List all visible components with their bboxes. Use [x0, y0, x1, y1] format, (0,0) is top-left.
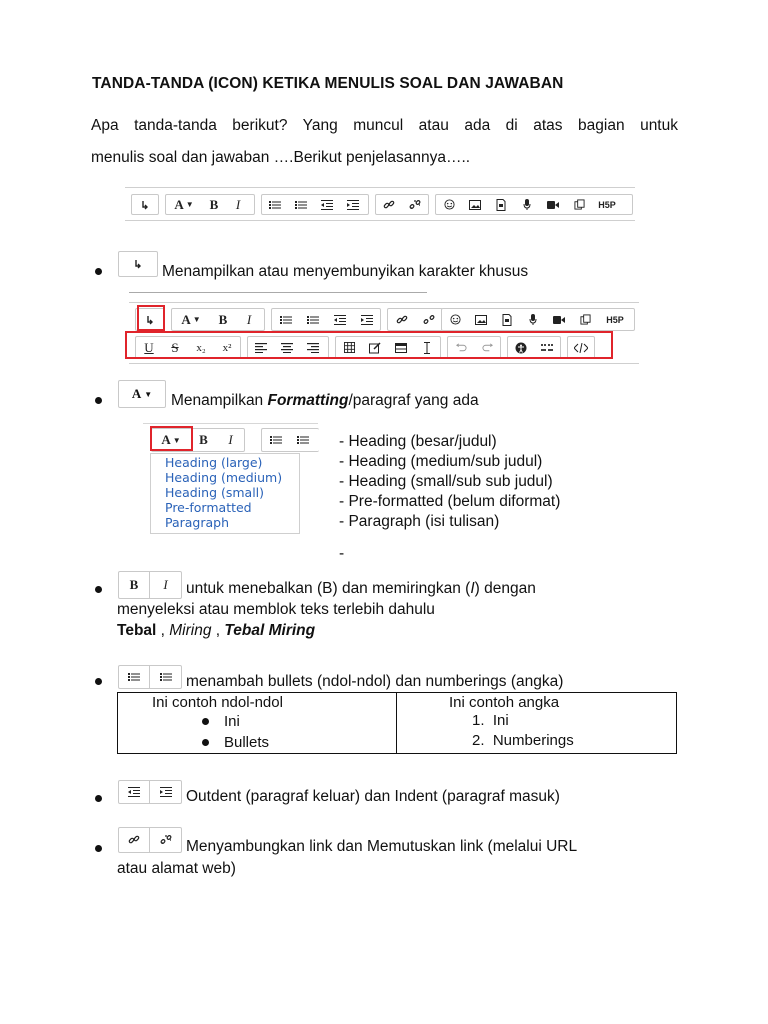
- media-icon[interactable]: [494, 309, 520, 330]
- indent-icon[interactable]: [340, 195, 366, 214]
- image-icon[interactable]: [468, 309, 494, 330]
- numbered-list-icon[interactable]: [299, 309, 326, 330]
- bullet-dot: [202, 718, 209, 725]
- page-title: TANDA-TANDA (ICON) KETIKA MENULIS SOAL DAN JAWABAN: [92, 75, 564, 92]
- toolbar-group-format: [171, 308, 265, 331]
- unlink-icon[interactable]: [402, 195, 428, 214]
- toolbar-group-lists: [261, 428, 319, 452]
- bold-button[interactable]: B: [209, 196, 219, 212]
- bold-button[interactable]: B: [218, 311, 228, 327]
- toolbar-group-lists: [271, 308, 381, 331]
- style-examples: Tebal , Miring , Tebal Miring: [117, 622, 316, 639]
- bold-icon: B: [119, 572, 150, 598]
- underline-button[interactable]: U: [144, 339, 154, 355]
- list-icons: [118, 665, 182, 689]
- superscript-button[interactable]: x²: [222, 341, 232, 354]
- indent-icons: [118, 780, 182, 804]
- list-bullet: [95, 586, 102, 593]
- intro-paragraph: [91, 110, 678, 174]
- caret-down-icon: ▼: [192, 315, 201, 324]
- unlink-icon: [150, 828, 181, 852]
- numbered-list-icon: [150, 666, 181, 688]
- media-icon[interactable]: [488, 195, 514, 214]
- toolbar-group-toggle: [131, 194, 159, 215]
- italic-icon: I: [163, 577, 168, 592]
- link-icon[interactable]: [376, 195, 402, 214]
- video-camera-icon[interactable]: [546, 309, 572, 330]
- video-camera-icon[interactable]: [540, 195, 566, 214]
- list-item: 1. Ini: [472, 712, 509, 729]
- list-bullet: [95, 795, 102, 802]
- microphone-icon[interactable]: [514, 195, 540, 214]
- caret-down-icon: ▼: [185, 200, 194, 209]
- bullet-list-icon[interactable]: [262, 195, 288, 214]
- dropdown-item-preformatted[interactable]: Pre-formatted: [165, 500, 252, 515]
- bullet-dot: [202, 739, 209, 746]
- italic-button[interactable]: I: [246, 311, 252, 327]
- image-icon[interactable]: [462, 195, 488, 214]
- dropdown-item-paragraph[interactable]: Paragraph: [165, 515, 230, 530]
- show-more-buttons-icon: [118, 251, 158, 277]
- link-icon: [119, 828, 150, 852]
- toolbar-group-link: [387, 308, 443, 331]
- highlight-box: [150, 426, 193, 451]
- toolbar-group-lists: [261, 194, 369, 215]
- microphone-icon[interactable]: [520, 309, 546, 330]
- dropdown-item-heading-medium[interactable]: Heading (medium): [165, 470, 283, 485]
- dropdown-item-heading-large[interactable]: Heading (large): [165, 455, 263, 470]
- heading-explanation-list: - Heading (besar/judul) - Heading (medium/sub judul) - Heading (small/sub sub judul) - Pre-formatted (belum diformat) - Paragraph (isi tulisan) -: [339, 433, 561, 562]
- toolbar-group-format: [165, 194, 255, 215]
- item-link-text: Menyambungkan link dan Memutuskan link (melalui URL: [186, 838, 578, 855]
- dropdown-item-heading-small[interactable]: Heading (small): [165, 485, 265, 500]
- link-icon[interactable]: [388, 309, 415, 330]
- caret-down-icon: ▼: [144, 389, 153, 399]
- format-button[interactable]: A ▼: [181, 311, 201, 327]
- toolbar-group-link: [375, 194, 429, 215]
- show-more-buttons-icon[interactable]: [132, 195, 158, 214]
- item-link-text-2: atau alamat web): [117, 860, 236, 877]
- bullet-list-icon: [119, 666, 150, 688]
- example-table: [117, 692, 677, 754]
- intro-line-1: Apa tanda-tanda berikut? Yang muncul atau ada di atas bagian untuk: [91, 117, 678, 134]
- emoji-icon[interactable]: [442, 309, 468, 330]
- outdent-icon: [119, 781, 150, 803]
- caret-down-icon: ▼: [172, 435, 181, 445]
- item-indent-text: Outdent (paragraf keluar) dan Indent (paragraf masuk): [186, 788, 560, 805]
- list-bullet: [95, 397, 102, 404]
- item-bold-italic-text-2: menyeleksi atau memblok teks terlebih dahulu: [117, 601, 435, 618]
- link-icons: [118, 827, 182, 853]
- numbered-list-icon[interactable]: [288, 195, 314, 214]
- outdent-icon[interactable]: [314, 195, 340, 214]
- example-bullets-cell: Ini contoh ndol-ndol Ini Bullets: [118, 693, 397, 754]
- outdent-icon[interactable]: [326, 309, 353, 330]
- format-button[interactable]: A ▼: [161, 432, 181, 447]
- list-item: Bullets: [118, 732, 396, 753]
- strikethrough-button[interactable]: S: [171, 339, 179, 355]
- bullet-list-icon[interactable]: [272, 309, 299, 330]
- unlink-icon[interactable]: [415, 309, 442, 330]
- divider-line: [129, 292, 427, 293]
- emoji-icon[interactable]: [436, 195, 462, 214]
- toolbar-group-media: [441, 308, 635, 331]
- list-bullet: [95, 268, 102, 275]
- h5p-button[interactable]: H5P: [606, 314, 624, 325]
- example-numbers-cell: Ini contoh angka 1. Ini 2. Numberings: [397, 693, 677, 754]
- editor-toolbar: [125, 187, 635, 221]
- bold-button[interactable]: B: [199, 432, 208, 447]
- h5p-button[interactable]: H5P: [598, 199, 616, 210]
- item-special-chars-text: Menampilkan atau menyembunyikan karakter khusus: [162, 263, 529, 280]
- toolbar-group-media: [435, 194, 633, 215]
- intro-line-2: menulis soal dan jawaban ….Berikut penjelasannya…..: [91, 149, 471, 166]
- manage-files-icon[interactable]: [566, 195, 592, 214]
- bullet-list-icon[interactable]: [262, 429, 289, 451]
- item-formatting-text: Menampilkan Formatting/paragraf yang ada: [171, 392, 479, 409]
- list-bullet: [95, 845, 102, 852]
- italic-button[interactable]: I: [228, 432, 233, 447]
- list-item: 2. Numberings: [472, 732, 574, 749]
- manage-files-icon[interactable]: [572, 309, 598, 330]
- item-bold-italic-text: untuk menebalkan (B) dan memiringkan (I) dengan: [186, 580, 536, 597]
- indent-icon[interactable]: [353, 309, 380, 330]
- format-dropdown-menu: [150, 453, 300, 534]
- highlight-box: [137, 305, 165, 331]
- item-lists-text: menambah bullets (ndol-ndol) dan numberings (angka): [186, 673, 564, 690]
- indent-icon: [150, 781, 181, 803]
- highlight-box: [125, 331, 613, 359]
- numbered-list-icon[interactable]: [289, 429, 316, 451]
- subscript-button[interactable]: x₂: [196, 341, 206, 354]
- list-item: Ini: [118, 711, 396, 732]
- format-button[interactable]: A ▼: [174, 196, 194, 212]
- italic-button[interactable]: I: [235, 196, 241, 212]
- bold-italic-icons: [118, 571, 182, 599]
- list-bullet: [95, 678, 102, 685]
- format-icon: A ▼: [118, 380, 166, 408]
